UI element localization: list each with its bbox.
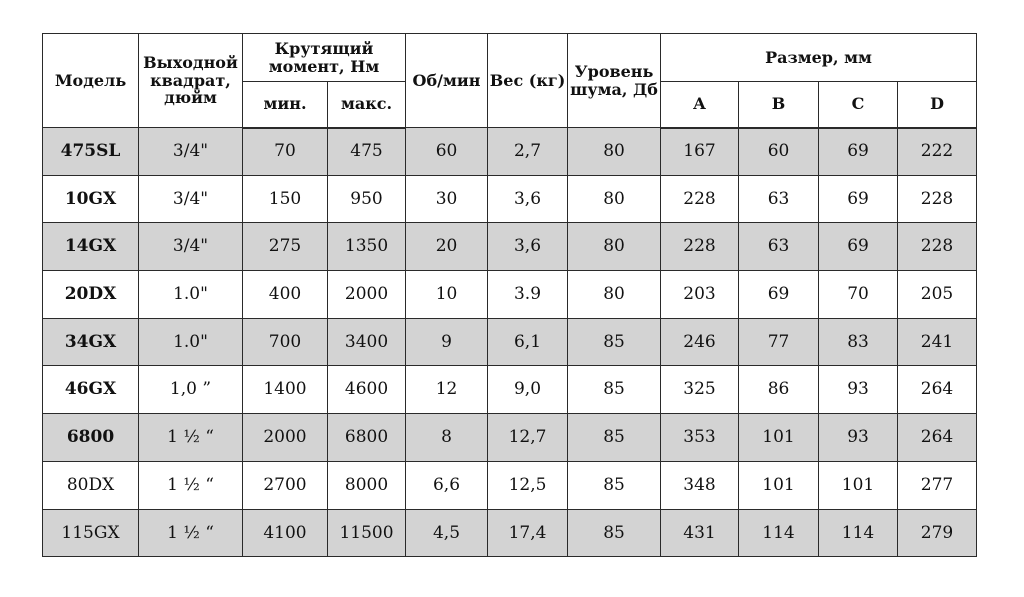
header-weight: Вес (кг) — [488, 34, 568, 128]
table-row — [43, 175, 977, 223]
header-size: Размер, мм — [661, 34, 977, 82]
cell-size-b: 101 — [739, 461, 819, 509]
cell-square: 3/4" — [139, 128, 243, 176]
cell-model: 475SL — [43, 128, 139, 176]
cell-size-a: 325 — [661, 366, 739, 414]
table-row — [43, 366, 977, 414]
cell-square: 1 ½ “ — [139, 461, 243, 509]
header-size-d: D — [898, 82, 977, 128]
cell-size-d: 228 — [898, 175, 977, 223]
cell-size-b: 101 — [739, 414, 819, 462]
header-rpm: Об/мин — [406, 34, 488, 128]
cell-size-d: 277 — [898, 461, 977, 509]
cell-rpm: 6,6 — [406, 461, 488, 509]
cell-square: 1 ½ “ — [139, 509, 243, 557]
cell-noise: 80 — [568, 175, 661, 223]
cell-torque-max: 3400 — [328, 318, 406, 366]
specs-table — [42, 33, 977, 557]
cell-square: 1,0 ” — [139, 366, 243, 414]
cell-size-d: 241 — [898, 318, 977, 366]
cell-size-c: 83 — [819, 318, 898, 366]
cell-weight: 3,6 — [488, 175, 568, 223]
cell-rpm: 4,5 — [406, 509, 488, 557]
cell-weight: 3.9 — [488, 271, 568, 319]
header-torque: Крутящий момент, Нм — [243, 34, 406, 82]
table-row — [43, 128, 977, 176]
cell-square: 3/4" — [139, 175, 243, 223]
cell-torque-max: 950 — [328, 175, 406, 223]
cell-torque-min: 2000 — [243, 414, 328, 462]
cell-size-c: 70 — [819, 271, 898, 319]
table-row — [43, 318, 977, 366]
cell-square: 1.0" — [139, 271, 243, 319]
cell-model: 20DX — [43, 271, 139, 319]
cell-size-c: 93 — [819, 366, 898, 414]
header-model: Модель — [43, 34, 139, 128]
cell-rpm: 60 — [406, 128, 488, 176]
cell-size-a: 353 — [661, 414, 739, 462]
cell-torque-max: 475 — [328, 128, 406, 176]
cell-size-a: 228 — [661, 175, 739, 223]
cell-rpm: 9 — [406, 318, 488, 366]
cell-size-d: 228 — [898, 223, 977, 271]
cell-size-a: 246 — [661, 318, 739, 366]
cell-size-a: 203 — [661, 271, 739, 319]
header-size-b: B — [739, 82, 819, 128]
cell-torque-min: 150 — [243, 175, 328, 223]
cell-noise: 80 — [568, 271, 661, 319]
table-row — [43, 414, 977, 462]
cell-size-a: 348 — [661, 461, 739, 509]
header-size-c: C — [819, 82, 898, 128]
cell-torque-min: 70 — [243, 128, 328, 176]
cell-torque-min: 275 — [243, 223, 328, 271]
cell-size-c: 69 — [819, 128, 898, 176]
header-row-1 — [43, 34, 977, 82]
cell-size-b: 60 — [739, 128, 819, 176]
cell-size-b: 69 — [739, 271, 819, 319]
header-square: Выходной квадрат, дюйм — [139, 34, 243, 128]
cell-weight: 6,1 — [488, 318, 568, 366]
cell-size-b: 77 — [739, 318, 819, 366]
cell-torque-min: 4100 — [243, 509, 328, 557]
cell-size-b: 63 — [739, 175, 819, 223]
cell-rpm: 12 — [406, 366, 488, 414]
cell-size-c: 101 — [819, 461, 898, 509]
cell-torque-max: 11500 — [328, 509, 406, 557]
cell-size-a: 167 — [661, 128, 739, 176]
cell-torque-max: 1350 — [328, 223, 406, 271]
cell-model: 115GX — [43, 509, 139, 557]
cell-weight: 9,0 — [488, 366, 568, 414]
cell-torque-max: 6800 — [328, 414, 406, 462]
cell-torque-min: 2700 — [243, 461, 328, 509]
cell-noise: 85 — [568, 509, 661, 557]
cell-noise: 80 — [568, 223, 661, 271]
cell-model: 6800 — [43, 414, 139, 462]
table-row — [43, 461, 977, 509]
cell-model: 80DX — [43, 461, 139, 509]
header-torque-min: мин. — [243, 82, 328, 128]
header-noise: Уровень шума, Дб — [568, 34, 661, 128]
cell-rpm: 20 — [406, 223, 488, 271]
cell-noise: 80 — [568, 128, 661, 176]
cell-weight: 17,4 — [488, 509, 568, 557]
cell-size-b: 63 — [739, 223, 819, 271]
cell-rpm: 30 — [406, 175, 488, 223]
cell-noise: 85 — [568, 366, 661, 414]
cell-torque-min: 1400 — [243, 366, 328, 414]
cell-size-a: 228 — [661, 223, 739, 271]
cell-square: 1.0" — [139, 318, 243, 366]
cell-torque-max: 8000 — [328, 461, 406, 509]
cell-size-c: 93 — [819, 414, 898, 462]
cell-torque-min: 400 — [243, 271, 328, 319]
cell-model: 14GX — [43, 223, 139, 271]
cell-noise: 85 — [568, 414, 661, 462]
cell-size-c: 69 — [819, 175, 898, 223]
cell-size-d: 279 — [898, 509, 977, 557]
cell-model: 34GX — [43, 318, 139, 366]
cell-square: 1 ½ “ — [139, 414, 243, 462]
cell-size-b: 114 — [739, 509, 819, 557]
cell-size-d: 264 — [898, 414, 977, 462]
cell-weight: 12,7 — [488, 414, 568, 462]
cell-weight: 12,5 — [488, 461, 568, 509]
cell-model: 10GX — [43, 175, 139, 223]
header-size-a: A — [661, 82, 739, 128]
cell-noise: 85 — [568, 318, 661, 366]
cell-rpm: 8 — [406, 414, 488, 462]
cell-size-d: 264 — [898, 366, 977, 414]
table-row — [43, 509, 977, 557]
cell-torque-max: 2000 — [328, 271, 406, 319]
cell-size-a: 431 — [661, 509, 739, 557]
cell-weight: 3,6 — [488, 223, 568, 271]
cell-square: 3/4" — [139, 223, 243, 271]
cell-size-c: 114 — [819, 509, 898, 557]
cell-size-d: 222 — [898, 128, 977, 176]
cell-weight: 2,7 — [488, 128, 568, 176]
cell-size-d: 205 — [898, 271, 977, 319]
table-row — [43, 223, 977, 271]
cell-model: 46GX — [43, 366, 139, 414]
cell-rpm: 10 — [406, 271, 488, 319]
cell-torque-min: 700 — [243, 318, 328, 366]
cell-size-c: 69 — [819, 223, 898, 271]
header-torque-max: макс. — [328, 82, 406, 128]
cell-torque-max: 4600 — [328, 366, 406, 414]
cell-noise: 85 — [568, 461, 661, 509]
table-row — [43, 271, 977, 319]
cell-size-b: 86 — [739, 366, 819, 414]
